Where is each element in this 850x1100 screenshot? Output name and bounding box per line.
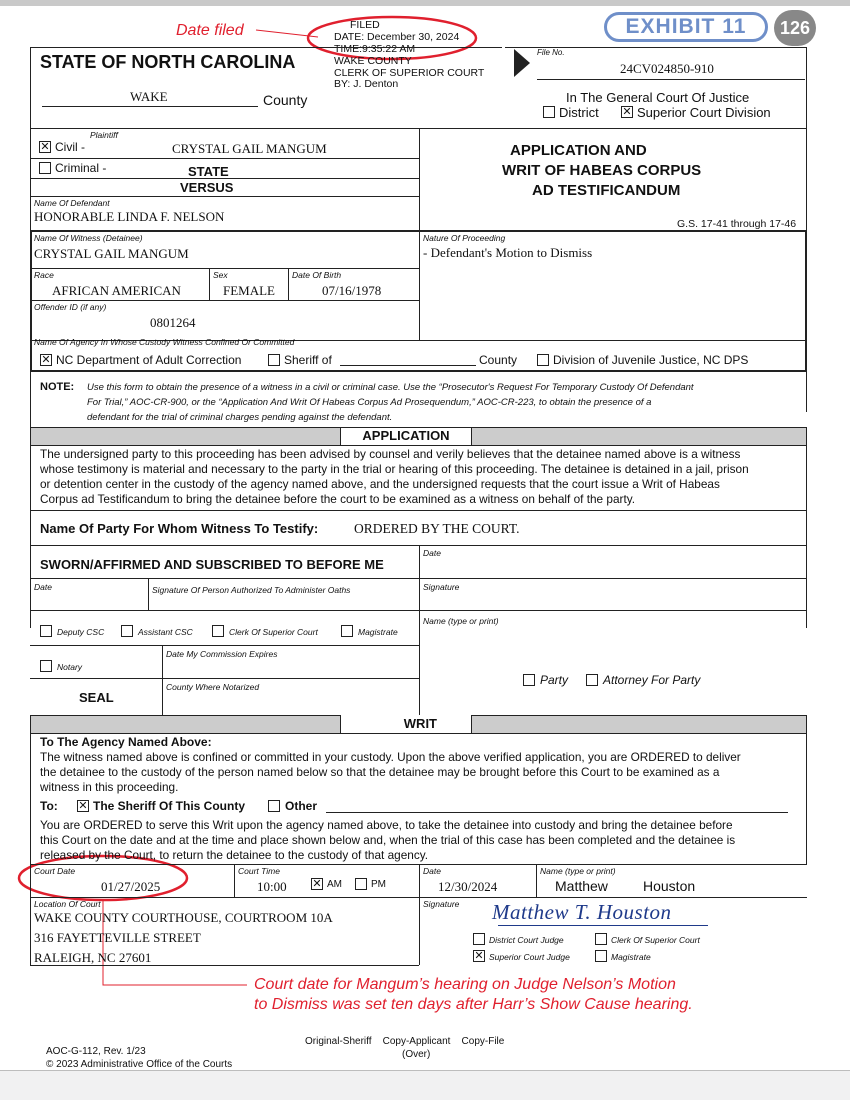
over: (Over) — [402, 1049, 431, 1060]
title-line3: AD TESTIFICANDUM — [532, 182, 681, 199]
county-label: County — [263, 92, 308, 108]
dob: 07/16/1978 — [322, 283, 382, 298]
writ-date: 12/30/2024 — [438, 879, 498, 894]
civil-checkbox[interactable]: ✕ — [40, 140, 50, 153]
court-date-label: Court Date — [34, 866, 76, 876]
superior-judge-checkbox[interactable]: ✕ — [474, 949, 484, 962]
clerk-label: Clerk Of Superior Court — [229, 627, 318, 637]
file-arrow-icon — [514, 49, 532, 77]
sworn-date-label-right: Date — [423, 548, 441, 558]
attorney-checkbox[interactable] — [586, 674, 598, 686]
versus: VERSUS — [180, 180, 234, 195]
party-value: ORDERED BY THE COURT. — [354, 521, 520, 536]
app-p4: Corpus ad Testificandum to bring the detainee before the court to be examined as a witness on behalf of the party. — [40, 492, 636, 506]
notary-label: Notary — [57, 662, 83, 672]
court-line: In The General Court Of Justice — [566, 90, 750, 105]
criminal-label: Criminal - — [55, 161, 107, 175]
bottom-bar — [0, 1070, 850, 1100]
plaintiff-state: STATE — [188, 164, 229, 179]
district-checkbox[interactable] — [543, 106, 555, 118]
stamp-county: WAKE COUNTY — [334, 55, 412, 67]
clerk-sup-label: Clerk Of Superior Court — [611, 935, 700, 945]
form-number: AOC-G-112, Rev. 1/23 — [46, 1046, 146, 1057]
writ-sheriff-label: The Sheriff Of This County — [93, 799, 245, 813]
writ-o3: released by the Court, to return the detainee to the custody of that agency. — [40, 848, 429, 862]
location-line2: 316 FAYETTEVILLE STREET — [34, 930, 201, 945]
location-line1: WAKE COUNTY COURTHOUSE, COURTROOM 10A — [34, 910, 333, 925]
agency-county-label: County — [479, 353, 518, 367]
judge-name-label: Name (type or print) — [540, 866, 616, 876]
offender-label: Offender ID (if any) — [34, 302, 107, 312]
agency-label: Name Of Agency In Whose Custody Witness Confined Or Committed — [34, 337, 295, 347]
superior-label: Superior Court Division — [637, 105, 771, 120]
district-judge-label: District Court Judge — [489, 935, 564, 945]
pm-label: PM — [371, 879, 386, 890]
stamp-clerk: CLERK OF SUPERIOR COURT — [334, 67, 485, 79]
note-line1: Use this form to obtain the presence of a witness in a civil or criminal case. Use the “Prosecutor's Request For Temporary Custody Of Defendant — [87, 382, 694, 393]
defendant-label: Name Of Defendant — [34, 198, 110, 208]
race-label: Race — [34, 270, 54, 280]
name-print-label: Name (type or print) — [423, 616, 499, 626]
title-line2: WRIT OF HABEAS CORPUS — [502, 162, 702, 179]
ncdac-checkbox[interactable]: ✕ — [41, 353, 51, 366]
state-heading: STATE OF NORTH CAROLINA — [40, 52, 296, 72]
party-checkbox[interactable] — [523, 674, 535, 686]
assistant-checkbox[interactable] — [121, 625, 133, 637]
writ-other-label: Other — [285, 799, 318, 813]
sex-label: Sex — [213, 270, 228, 280]
to-agency: To The Agency Named Above: — [40, 735, 212, 749]
judge-first: Matthew — [555, 878, 608, 894]
plaintiff-name: CRYSTAL GAIL MANGUM — [172, 141, 327, 156]
district-label: District — [559, 105, 599, 120]
party-label: Name Of Party For Whom Witness To Testify: — [40, 521, 319, 536]
writ-date-label: Date — [423, 866, 441, 876]
writ-p2: the detainee to the custody of the person named below so that the detainee may be brought before this Court to be examined as a — [40, 765, 720, 779]
am-label: AM — [327, 879, 342, 890]
district-judge-checkbox[interactable] — [473, 933, 485, 945]
stamp-filed: FILED — [350, 19, 380, 31]
seal: SEAL — [79, 690, 114, 705]
distribution: Original-Sheriff Copy-Applicant Copy-File — [305, 1036, 505, 1047]
magistrate-checkbox[interactable] — [341, 625, 353, 637]
app-p3: or detention center in the custody of the agency named above, and the undersigned requests that the court issue a Writ of Habeas — [40, 477, 720, 491]
note-line2: For Trial,” AOC-CR-900, or the “Application And Writ Of Habeas Corpus Ad Prosequendum,” AOC-CR-223, to obtain the presence of a — [87, 397, 652, 408]
location-label: Location Of Court — [34, 899, 101, 909]
writ-p3: witness in this proceeding. — [40, 780, 179, 794]
attorney-label: Attorney For Party — [603, 673, 701, 687]
writ-magistrate-label: Magistrate — [611, 952, 651, 962]
witness-name-label: Name Of Witness (Detainee) — [34, 233, 143, 243]
to-label: To: — [40, 799, 58, 813]
nature: - Defendant's Motion to Dismiss — [423, 245, 593, 260]
writ-other-checkbox[interactable] — [268, 800, 280, 812]
court-date-note-1: Court date for Mangum’s hearing on Judge Nelson’s Motion — [254, 976, 676, 993]
sworn-heading: SWORN/AFFIRMED AND SUBSCRIBED TO BEFORE ME — [40, 557, 384, 572]
file-no: 24CV024850-910 — [620, 61, 714, 76]
defendant-name: HONORABLE LINDA F. NELSON — [34, 209, 225, 224]
sig-auth-label: Signature Of Person Authorized To Administer Oaths — [152, 585, 351, 595]
dob-label: Date Of Birth — [292, 270, 342, 280]
court-date-note-2: to Dismiss was set ten days after Harr’s Show Cause hearing. — [254, 996, 693, 1013]
county-value: WAKE — [130, 89, 168, 104]
court-time: 10:00 — [257, 879, 287, 894]
app-p2: whose testimony is material and necessary to the party in the trial or hearing of this proceeding. The detainee is detained in a jail, prison — [40, 462, 749, 476]
deputy-label: Deputy CSC — [57, 627, 105, 637]
copyright: © 2023 Administrative Office of the Courts — [46, 1059, 233, 1070]
magistrate-label: Magistrate — [358, 627, 398, 637]
file-no-label: File No. — [537, 48, 565, 57]
writ-o2: this Court on the date and at the time and place shown below and, when the trial of this case has been completed and the detainee is — [40, 833, 736, 847]
civil-label: Civil - — [55, 140, 85, 154]
exhibit-number: 126 — [774, 10, 816, 46]
witness-name: CRYSTAL GAIL MANGUM — [34, 246, 189, 261]
writ-o1: You are ORDERED to serve this Writ upon the agency named above, to take the detainee into custody and bring the detainee before — [40, 818, 733, 832]
title-line1: APPLICATION AND — [510, 142, 647, 159]
statute: G.S. 17-41 through 17-46 — [677, 218, 797, 230]
writ-magistrate-checkbox[interactable] — [595, 950, 607, 962]
pm-checkbox[interactable] — [355, 878, 367, 890]
writ-heading: WRIT — [340, 715, 472, 734]
assistant-label: Assistant CSC — [138, 627, 193, 637]
court-time-label: Court Time — [238, 866, 280, 876]
date-filed-annotation: Date filed — [176, 22, 244, 39]
writ-p1: The witness named above is confined or committed in your custody. Upon the above verified application, you are ORDERED to deliver — [40, 750, 741, 764]
judge-signature: Matthew T. Houston — [492, 900, 672, 924]
writ-sheriff-checkbox[interactable]: ✕ — [78, 799, 88, 812]
stamp-time: TIME:9:35:22 AM — [334, 43, 416, 55]
plaintiff-label: Plaintiff — [90, 130, 118, 140]
exhibit-label: EXHIBIT 11 — [604, 12, 768, 42]
signature-label: Signature — [423, 582, 460, 592]
commission-label: Date My Commission Expires — [166, 649, 278, 659]
sex: FEMALE — [223, 283, 275, 298]
writ-signature-label: Signature — [423, 899, 460, 909]
am-checkbox[interactable]: ✕ — [312, 877, 322, 890]
note-line3: defendant for the trial of criminal charges pending against the defendant. — [87, 412, 393, 423]
sworn-date-label: Date — [34, 582, 52, 592]
sheriff-checkbox[interactable] — [268, 354, 280, 366]
superior-judge-label: Superior Court Judge — [489, 952, 570, 962]
djj-label: Division of Juvenile Justice, NC DPS — [553, 353, 749, 367]
court-date: 01/27/2025 — [101, 879, 161, 894]
ncdac-label: NC Department of Adult Correction — [56, 353, 242, 367]
application-heading: APPLICATION — [340, 427, 472, 446]
sheriff-label: Sheriff of — [284, 353, 332, 367]
clerk-sup-checkbox[interactable] — [595, 933, 607, 945]
nature-label: Nature Of Proceeding — [423, 233, 506, 243]
county-notarized-label: County Where Notarized — [166, 682, 260, 692]
stamp-by: BY: J. Denton — [334, 78, 399, 90]
superior-checkbox[interactable]: ✕ — [622, 105, 632, 118]
note-label: NOTE: — [40, 381, 75, 393]
notary-checkbox[interactable] — [40, 660, 52, 672]
race: AFRICAN AMERICAN — [52, 283, 181, 298]
djj-checkbox[interactable] — [537, 354, 549, 366]
judge-last: Houston — [643, 878, 696, 894]
party-checkbox-label: Party — [540, 673, 569, 687]
deputy-checkbox[interactable] — [40, 625, 52, 637]
criminal-checkbox[interactable] — [39, 162, 51, 174]
offender: 0801264 — [150, 315, 196, 330]
stamp-date: DATE: December 30, 2024 — [334, 31, 460, 43]
app-p1: The undersigned party to this proceeding has been advised by counsel and verily believes that the detainee named above is a witness — [40, 447, 741, 461]
location-line3: RALEIGH, NC 27601 — [34, 950, 152, 965]
clerk-checkbox[interactable] — [212, 625, 224, 637]
